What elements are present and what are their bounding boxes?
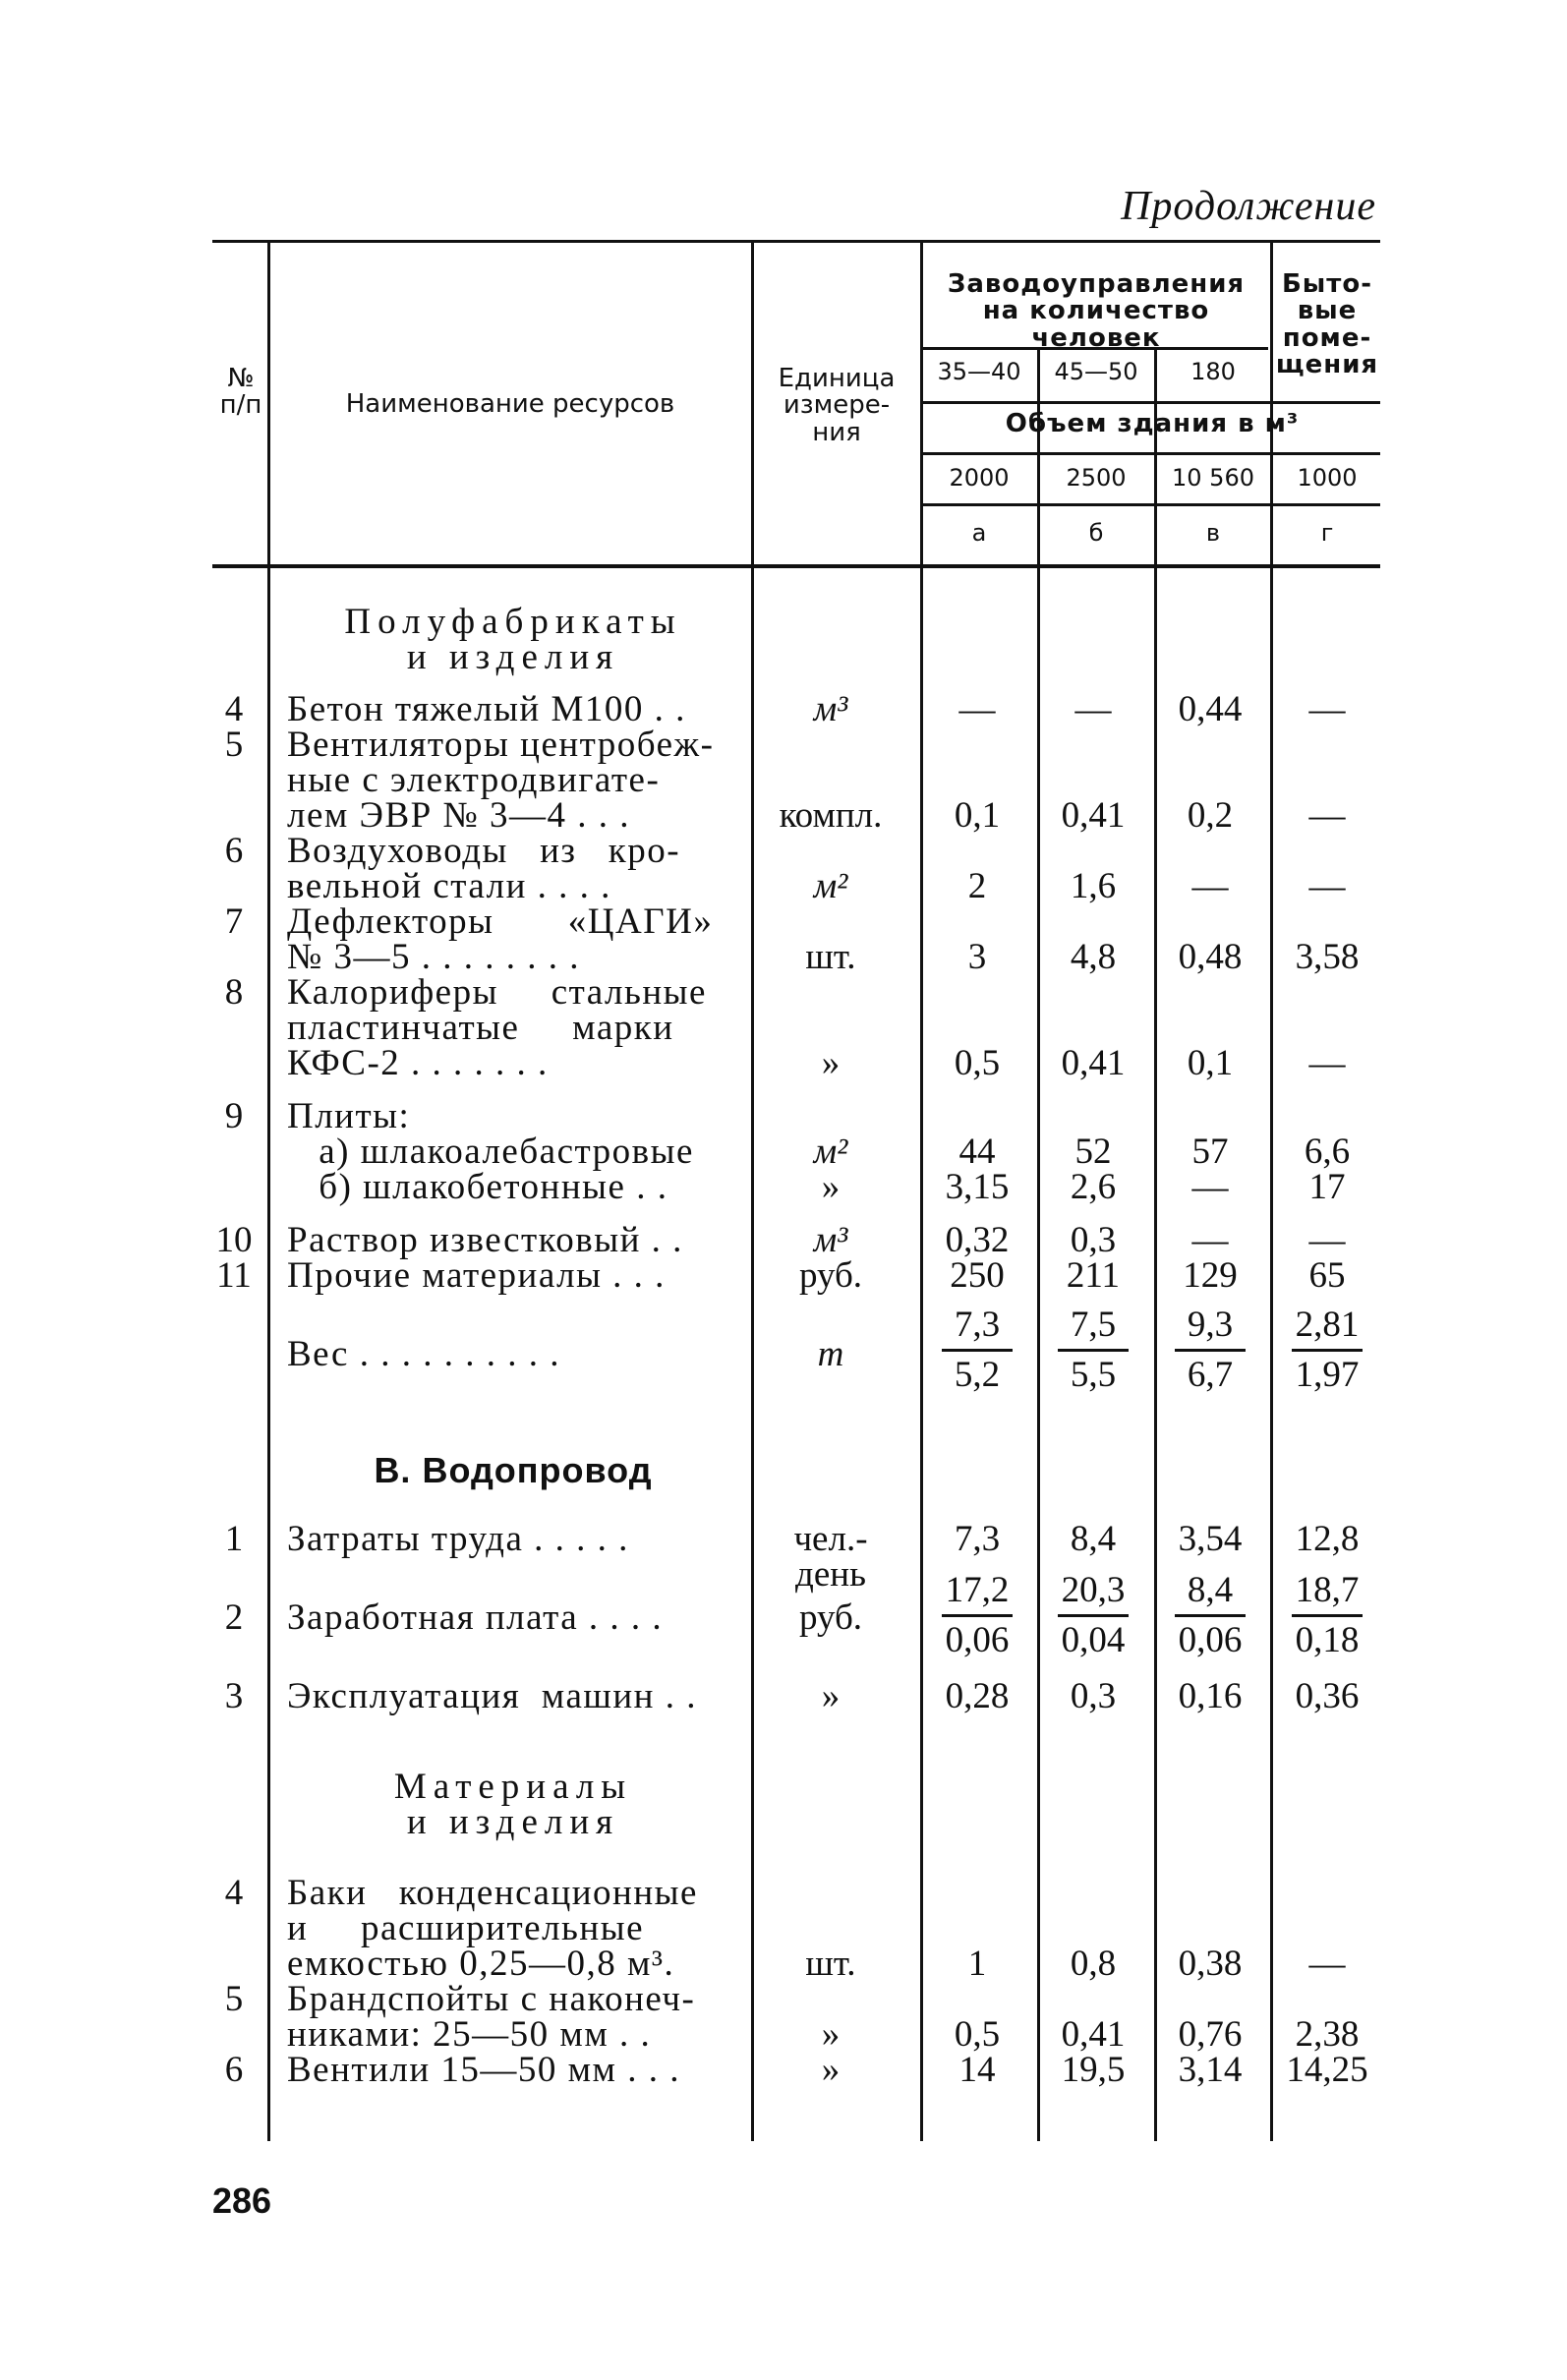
row-9b-a: 3,15 (945, 1167, 1010, 1207)
row-10-c: — (1191, 1220, 1229, 1260)
row-5-a: 0,1 (954, 795, 1001, 836)
header-volume-c: 10 560 (1172, 464, 1254, 492)
row-7-d: 3,58 (1295, 937, 1360, 977)
water-row-5-unit: » (821, 2014, 841, 2055)
water-row-3-num: 3 (224, 1676, 244, 1716)
row-11-a: 250 (950, 1255, 1005, 1296)
weight-d-top: 2,81 (1292, 1307, 1363, 1352)
continuation-label: Продолжение (1121, 184, 1376, 229)
water-row-2-num: 2 (224, 1597, 244, 1638)
header-plant-office: Заводоуправления на количество человек (947, 269, 1246, 353)
row-10-name: Раствор известковый . . (287, 1220, 683, 1260)
row-7-num: 7 (224, 901, 244, 942)
header-line-volume-top (922, 401, 1380, 404)
water-row-6-d: 14,25 (1286, 2050, 1368, 2090)
row-6-b: 1,6 (1070, 866, 1117, 906)
header-people-c: 180 (1190, 358, 1236, 385)
water-row-6-c: 3,14 (1178, 2050, 1243, 2090)
row-8-num: 8 (224, 972, 244, 1013)
row-4-num: 4 (224, 689, 244, 729)
water-row-1-c: 3,54 (1178, 1519, 1243, 1559)
row-10-d: — (1308, 1220, 1346, 1260)
weight-c (1161, 1307, 1259, 1393)
header-volume: Объем здания в м³ (1005, 409, 1300, 438)
water-row-1-b: 8,4 (1070, 1519, 1117, 1559)
row-7-c: 0,48 (1178, 937, 1243, 977)
water-row-6-b: 19,5 (1061, 2050, 1126, 2090)
water-row-4-unit: шт. (805, 1944, 856, 1984)
row-9b-b: 2,6 (1070, 1167, 1117, 1207)
row-9-name: Плиты: (287, 1096, 411, 1136)
water-row-2-d (1278, 1570, 1376, 1660)
water-row-3-d: 0,36 (1295, 1676, 1360, 1716)
water-row-4-b: 0,8 (1070, 1944, 1117, 1984)
water-row-2-a (928, 1570, 1026, 1660)
header-name: Наименование ресурсов (345, 389, 675, 419)
water-row-6-unit: » (821, 2050, 841, 2090)
weight-c-bottom: 6,7 (1187, 1355, 1234, 1395)
table-top-rule (212, 240, 1380, 243)
row-7-name: Дефлекторы «ЦАГИ» № 3—5 . . . . . . . . (287, 901, 714, 977)
water-row-3-name: Эксплуатация машин . . (287, 1676, 697, 1716)
row-5-name: Вентиляторы центробеж- ные с электродвигате- лем ЭВР № 3—4 . . . (287, 725, 715, 836)
row-5-num: 5 (224, 725, 244, 765)
water-row-3-b: 0,3 (1070, 1676, 1117, 1716)
row-6-num: 6 (224, 831, 244, 871)
weight-c-top: 9,3 (1175, 1307, 1246, 1352)
row-8-d: — (1308, 1043, 1346, 1083)
section-semis: Полуфабрикаты и изделия (344, 602, 682, 677)
row-4-unit: м³ (813, 689, 848, 729)
row-8-c: 0,1 (1187, 1043, 1234, 1083)
row-6-name: Воздуховоды из кро- вельной стали . . . . (287, 831, 681, 906)
row-4-name: Бетон тяжелый М100 . . (287, 689, 686, 729)
col-divider-name (751, 242, 754, 2141)
water-row-3-unit: » (821, 1676, 841, 1716)
water-row-2-c-bottom: 0,06 (1178, 1620, 1243, 1660)
row-9a-c: 57 (1191, 1132, 1229, 1172)
row-9b-unit: » (821, 1167, 841, 1207)
header-people-b: 45—50 (1054, 358, 1138, 385)
weight-b-bottom: 5,5 (1070, 1355, 1117, 1395)
row-7-unit: шт. (805, 937, 856, 977)
col-divider-num (267, 242, 270, 2141)
row-11-num: 11 (216, 1255, 252, 1296)
weight-a-top: 7,3 (942, 1307, 1013, 1352)
row-6-c: — (1191, 866, 1229, 906)
col-divider-a (1037, 349, 1040, 2141)
header-people-a: 35—40 (937, 358, 1021, 385)
row-4-b: — (1074, 689, 1112, 729)
row-6-a: 2 (967, 866, 987, 906)
weight-unit: т (817, 1334, 844, 1374)
water-row-1-name: Затраты труда . . . . . (287, 1519, 629, 1559)
water-row-5-num: 5 (224, 1979, 244, 2019)
water-row-2-unit: руб. (798, 1597, 863, 1638)
row-10-b: 0,3 (1070, 1220, 1117, 1260)
water-row-2-b (1044, 1570, 1142, 1660)
row-5-c: 0,2 (1187, 795, 1234, 836)
row-9a-b: 52 (1074, 1132, 1112, 1172)
row-11-unit: руб. (798, 1255, 863, 1296)
header-letter-a: а (971, 519, 987, 547)
header-volume-b: 2500 (1066, 464, 1127, 492)
water-row-2-a-bottom: 0,06 (945, 1620, 1010, 1660)
row-10-unit: м³ (813, 1220, 848, 1260)
water-row-2-name: Заработная плата . . . . (287, 1597, 664, 1638)
water-row-2-b-top: 20,3 (1058, 1573, 1129, 1617)
water-row-6-num: 6 (224, 2050, 244, 2090)
row-4-d: — (1308, 689, 1346, 729)
header-household: Быто- вые поме- щения (1275, 269, 1379, 379)
header-letter-c: в (1205, 519, 1221, 547)
row-11-b: 211 (1066, 1255, 1121, 1296)
header-letter-b: б (1088, 519, 1104, 547)
water-row-5-d: 2,38 (1295, 2014, 1360, 2055)
row-8-a: 0,5 (954, 1043, 1001, 1083)
row-9b-d: 17 (1308, 1167, 1346, 1207)
weight-d-bottom: 1,97 (1295, 1355, 1360, 1395)
row-8-name: Калориферы стальные пластинчатые марки КФС-2 . . . . . . . (287, 972, 707, 1083)
water-row-5-b: 0,41 (1061, 2014, 1126, 2055)
row-6-unit: м² (813, 866, 848, 906)
col-divider-unit (920, 242, 923, 2141)
header-volume-d: 1000 (1297, 464, 1358, 492)
header-line-letters (922, 503, 1380, 506)
water-row-3-c: 0,16 (1178, 1676, 1243, 1716)
water-row-2-b-bottom: 0,04 (1061, 1620, 1126, 1660)
water-row-4-c: 0,38 (1178, 1944, 1243, 1984)
row-9a-name: а) шлакоалебастровые (287, 1132, 694, 1172)
row-4-c: 0,44 (1178, 689, 1243, 729)
water-row-5-name: Брандспойты с наконеч- никами: 25—50 мм . . (287, 1979, 696, 2055)
water-row-4-d: — (1308, 1944, 1346, 1984)
water-row-4-a: 1 (967, 1944, 987, 1984)
header-bottom-rule (212, 564, 1380, 568)
row-5-unit: компл. (779, 795, 883, 836)
weight-name: Вес . . . . . . . . . . (287, 1334, 560, 1374)
row-10-num: 10 (215, 1220, 253, 1260)
water-row-1-num: 1 (224, 1519, 244, 1559)
row-9a-a: 44 (958, 1132, 996, 1172)
row-5-b: 0,41 (1061, 795, 1126, 836)
col-divider-c (1270, 242, 1273, 2141)
row-9a-unit: м² (813, 1132, 848, 1172)
weight-b (1044, 1307, 1142, 1393)
row-9b-name: б) шлакобетонные . . (287, 1167, 668, 1207)
water-row-2-c-top: 8,4 (1175, 1573, 1246, 1617)
header-line-volume-bottom (922, 452, 1380, 455)
row-9-num: 9 (224, 1096, 244, 1136)
row-8-unit: » (821, 1043, 841, 1083)
header-volume-a: 2000 (949, 464, 1010, 492)
section-materials: Материалы и изделия (393, 1767, 633, 1842)
water-row-5-a: 0,5 (954, 2014, 1001, 2055)
water-row-1-a: 7,3 (954, 1519, 1001, 1559)
water-row-6-a: 14 (958, 2050, 996, 2090)
row-11-d: 65 (1308, 1255, 1346, 1296)
row-7-a: 3 (967, 937, 987, 977)
water-row-5-c: 0,76 (1178, 2014, 1243, 2055)
water-row-2-d-top: 18,7 (1292, 1573, 1363, 1617)
row-9b-c: — (1191, 1167, 1229, 1207)
water-row-4-num: 4 (224, 1873, 244, 1913)
water-row-2-d-bottom: 0,18 (1295, 1620, 1360, 1660)
water-row-1-d: 12,8 (1295, 1519, 1360, 1559)
section-water: В. Водопровод (374, 1450, 653, 1490)
row-8-b: 0,41 (1061, 1043, 1126, 1083)
water-row-3-a: 0,28 (945, 1676, 1010, 1716)
weight-b-top: 7,5 (1058, 1307, 1129, 1352)
header-unit: Единица измере- ния (778, 364, 896, 447)
col-divider-b (1154, 349, 1157, 2141)
weight-a (928, 1307, 1026, 1393)
water-row-1-unit: чел.- день (793, 1519, 868, 1595)
weight-a-bottom: 5,2 (954, 1355, 1001, 1395)
row-11-c: 129 (1183, 1255, 1238, 1296)
row-9a-d: 6,6 (1304, 1132, 1351, 1172)
water-row-4-name: Баки конденсационные и расширительные емкостью 0,25—0,8 м³. (287, 1873, 698, 1984)
water-row-6-name: Вентили 15—50 мм . . . (287, 2050, 680, 2090)
row-11-name: Прочие материалы . . . (287, 1255, 666, 1296)
water-row-2-a-top: 17,2 (942, 1573, 1013, 1617)
row-6-d: — (1308, 866, 1346, 906)
row-7-b: 4,8 (1070, 937, 1117, 977)
row-5-d: — (1308, 795, 1346, 836)
row-10-a: 0,32 (945, 1220, 1010, 1260)
page-number: 286 (212, 2180, 272, 2221)
header-letter-d: г (1320, 519, 1334, 547)
weight-d (1278, 1307, 1376, 1393)
water-row-2-c (1161, 1570, 1259, 1660)
row-4-a: — (958, 689, 996, 729)
header-num: № п/п (219, 364, 262, 421)
